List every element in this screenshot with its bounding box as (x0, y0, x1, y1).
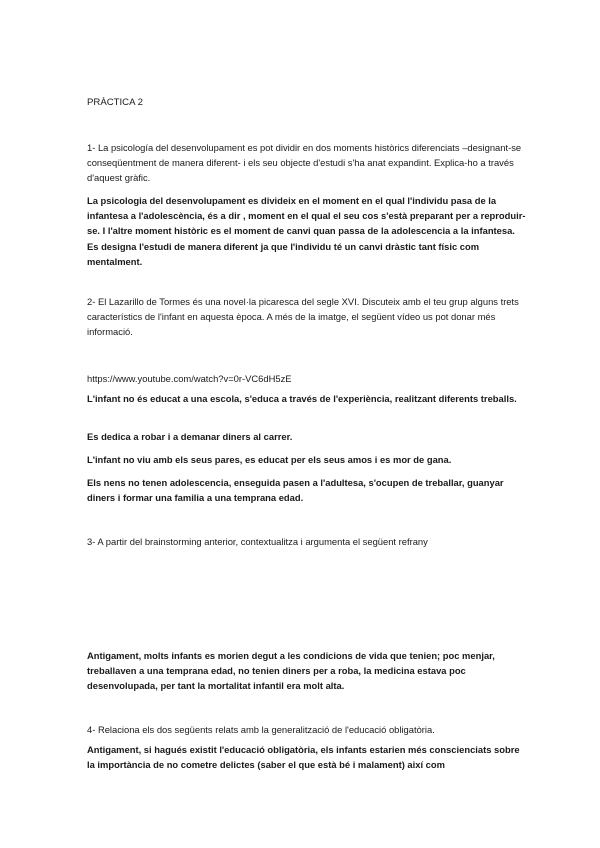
page-title: PRÀCTICA 2 (87, 97, 143, 108)
answer-2-item: L'infant no és educat a una escola, s'educa a través de l'experiència, realitzant diferents treballs. (87, 393, 517, 404)
answer-4: Antigament, si hagués existit l'educació obligatòria, els infants estarien més conscienciats sobre la importància de no cometre delictes (saber el que està bé i malament) així com (87, 744, 520, 771)
question-2: 2- El Lazarillo de Tormes és una novel·la picaresca del segle XVI. Discuteix amb el teu grup alguns trets característics de l'infant en aquesta època. A més de la imatge, el següent vídeo us pot donar més informació. (87, 296, 519, 338)
answer-2-item: Els nens no tenen adolescencia, enseguida pasen a l'adultesa, s'ocupen de treballar, guanyar diners i formar una familia a una temprana edad. (87, 477, 504, 504)
answer-2-item: L'infant no viu amb els seus pares, es educat per els seus amos i es mor de gana. (87, 454, 452, 465)
question-3: 3- A partir del brainstorming anterior, contextualitza i argumenta el següent refrany (87, 536, 428, 547)
answer-3: Antigament, molts infants es morien degut a les condicions de vida que tenien; poc menjar, treballaven a una temprana edad, no tenien diners per a roba, la medicina estava poc desenvolupada, per tant la mortalitat infantil era molt alta. (87, 650, 495, 692)
answer-2-item: Es dedica a robar i a demanar diners al carrer. (87, 431, 293, 442)
answer-1: La psicologia del desenvolupament es divideix en el moment en el qual l'individu pasa de la infantesa a l'adolescència, és a dir , moment en el qual el seu cos s'està preparant per a reproduir-se. I l'altre moment històric es el moment de canvi quan passa de la adolescencia a la infantesa. Es designa l'estudi de manera diferent ja que l'individu té un canvi dràstic tant físic com mentalment. (87, 195, 526, 267)
question-4: 4- Relaciona els dos següents relats amb la generalització de l'educació obligatòria. (87, 724, 435, 735)
question-1: 1- La psicología del desenvolupament es pot dividir en dos moments històrics diferenciats –designant-se conseqüentment de manera diferent- i els seu objecte d'estudi s'ha anat expandint. Explica-ho a través d'aquest gràfic. (87, 142, 522, 184)
video-link[interactable]: https://www.youtube.com/watch?v=0r-VC6dH5zE (87, 373, 292, 384)
